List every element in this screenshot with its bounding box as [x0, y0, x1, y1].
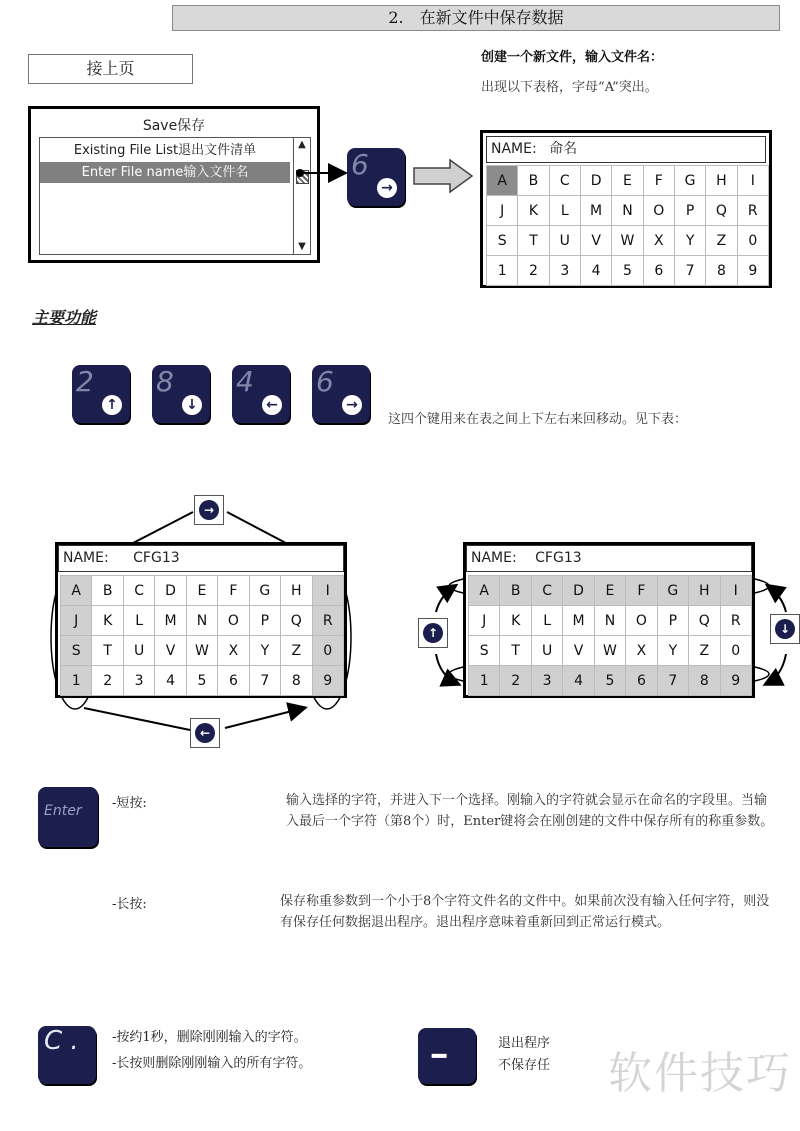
grid-cell[interactable]: H: [706, 166, 737, 196]
grid-cell[interactable]: M: [155, 606, 186, 636]
grid-cell[interactable]: R: [737, 196, 768, 226]
grid-cell[interactable]: 3: [531, 666, 562, 696]
grid-cell[interactable]: I: [312, 576, 344, 606]
grid-cell[interactable]: 8: [281, 666, 312, 696]
grid-cell[interactable]: T: [500, 636, 531, 666]
grid-cell[interactable]: D: [155, 576, 186, 606]
left-key-small: [190, 718, 220, 748]
grid-cell[interactable]: E: [186, 576, 217, 606]
grid-cell[interactable]: Z: [281, 636, 312, 666]
watermark: 软件技巧: [608, 1048, 792, 1099]
arrow-up-icon: ↑: [423, 623, 443, 643]
grid-cell[interactable]: Q: [706, 196, 737, 226]
grid-cell[interactable]: J: [487, 196, 518, 226]
continued-label: 接上页: [28, 54, 193, 84]
key-number: 6: [316, 365, 334, 398]
keyboard-demo-vertical: [463, 542, 755, 698]
grid-cell[interactable]: G: [674, 166, 705, 196]
grid-cell[interactable]: C: [531, 576, 562, 606]
grid-cell[interactable]: S: [487, 226, 518, 256]
grid-cell[interactable]: 7: [674, 256, 705, 286]
key-6-right-main[interactable]: [312, 365, 370, 423]
grid-cell[interactable]: B: [500, 576, 531, 606]
c-key-desc-2: -长按则删除刚刚输入的所有字符。: [112, 1056, 312, 1071]
grid-cell[interactable]: V: [155, 636, 186, 666]
grid-cell[interactable]: 9: [720, 666, 752, 696]
section-title: 2. 在新文件中保存数据: [172, 5, 780, 31]
grid-cell[interactable]: I: [720, 576, 752, 606]
grid-cell[interactable]: Z: [706, 226, 737, 256]
grid-cell[interactable]: D: [563, 576, 594, 606]
grid-cell[interactable]: P: [249, 606, 280, 636]
c-key[interactable]: [38, 1026, 96, 1084]
grid-cell[interactable]: F: [218, 576, 249, 606]
enter-key[interactable]: [38, 787, 98, 847]
grid-cell[interactable]: M: [563, 606, 594, 636]
intro-line-2: 出现以下表格，字母“A”突出。: [481, 80, 658, 95]
arrow-down-icon: ↓: [182, 395, 202, 415]
grid-cell[interactable]: 6: [643, 256, 674, 286]
grid-cell[interactable]: L: [549, 196, 580, 226]
key-8-down[interactable]: [152, 365, 210, 423]
arrow-down-icon: ↓: [775, 619, 795, 639]
grid-cell[interactable]: 5: [594, 666, 625, 696]
grid-cell[interactable]: Y: [249, 636, 280, 666]
grid-cell[interactable]: C: [549, 166, 580, 196]
grid-cell[interactable]: N: [612, 196, 643, 226]
minus-icon: ━: [432, 1042, 447, 1070]
character-grid: [486, 165, 769, 286]
grid-cell[interactable]: H: [281, 576, 312, 606]
grid-cell[interactable]: 0: [312, 636, 344, 666]
right-key-small: [194, 495, 224, 525]
grid-cell[interactable]: E: [612, 166, 643, 196]
name-field[interactable]: [486, 136, 766, 163]
grid-cell[interactable]: X: [643, 226, 674, 256]
grid-cell[interactable]: W: [594, 636, 625, 666]
grid-cell[interactable]: 1: [469, 666, 500, 696]
name-field: [466, 545, 752, 572]
grid-cell[interactable]: 5: [186, 666, 217, 696]
grid-cell[interactable]: H: [689, 576, 720, 606]
character-grid: [468, 575, 752, 696]
grid-cell[interactable]: J: [61, 606, 92, 636]
arrow-right-icon: →: [199, 500, 219, 520]
grid-cell[interactable]: 2: [500, 666, 531, 696]
grid-cell[interactable]: X: [218, 636, 249, 666]
grid-cell[interactable]: Q: [281, 606, 312, 636]
grid-cell[interactable]: G: [249, 576, 280, 606]
name-value: CFG13: [535, 550, 582, 566]
key-2-up[interactable]: [72, 365, 130, 423]
grid-cell[interactable]: P: [674, 196, 705, 226]
grid-cell[interactable]: T: [92, 636, 123, 666]
grid-cell[interactable]: I: [737, 166, 768, 196]
c-key-desc-1: -按约1秒，删除刚刚输入的字符。: [112, 1030, 307, 1045]
scroll-up-icon[interactable]: ▲: [298, 139, 306, 150]
key-number: 4: [236, 365, 254, 398]
arrow-keys-description: 这四个键用来在表之间上下左右来回移动。见下表：: [388, 412, 688, 427]
grid-cell[interactable]: 4: [155, 666, 186, 696]
grid-cell[interactable]: G: [657, 576, 688, 606]
list-item-existing-file[interactable]: Existing File List退出文件清单: [73, 143, 257, 158]
grid-cell[interactable]: 9: [737, 256, 768, 286]
grid-cell[interactable]: O: [643, 196, 674, 226]
keyboard-demo-horizontal: [55, 542, 347, 698]
grid-cell[interactable]: V: [563, 636, 594, 666]
grid-cell[interactable]: 2: [92, 666, 123, 696]
grid-cell[interactable]: 6: [218, 666, 249, 696]
grid-cell[interactable]: 1: [61, 666, 92, 696]
grid-cell[interactable]: 3: [549, 256, 580, 286]
grid-cell[interactable]: Y: [674, 226, 705, 256]
key-number: 8: [156, 365, 174, 398]
name-value: 命名: [549, 141, 578, 157]
grid-cell[interactable]: K: [518, 196, 549, 226]
grid-cell[interactable]: 6: [626, 666, 657, 696]
save-dialog-title: Save保存: [142, 118, 206, 134]
grid-cell[interactable]: 4: [563, 666, 594, 696]
grid-cell[interactable]: U: [549, 226, 580, 256]
grid-cell[interactable]: 8: [706, 256, 737, 286]
grid-cell[interactable]: V: [580, 226, 611, 256]
arrow-left-icon: ←: [195, 723, 215, 743]
grid-cell[interactable]: E: [594, 576, 625, 606]
name-label: NAME:: [471, 550, 517, 566]
grid-cell[interactable]: U: [123, 636, 154, 666]
up-key-small: [418, 618, 448, 648]
grid-cell[interactable]: 8: [689, 666, 720, 696]
grid-cell[interactable]: A: [487, 166, 518, 196]
intro-line-1: 创建一个新文件，输入文件名：: [481, 50, 664, 65]
grid-cell[interactable]: 0: [737, 226, 768, 256]
grid-cell[interactable]: U: [531, 636, 562, 666]
grid-cell[interactable]: F: [626, 576, 657, 606]
name-value: CFG13: [133, 550, 180, 566]
key-number: 2: [76, 365, 94, 398]
grid-cell[interactable]: W: [186, 636, 217, 666]
grid-cell[interactable]: 4: [580, 256, 611, 286]
name-entry-keyboard: [480, 130, 772, 288]
grid-cell[interactable]: 3: [123, 666, 154, 696]
name-label: NAME:: [63, 550, 109, 566]
grid-cell[interactable]: B: [518, 166, 549, 196]
grid-cell[interactable]: K: [500, 606, 531, 636]
arrow-up-icon: ↑: [102, 395, 122, 415]
grid-cell[interactable]: K: [92, 606, 123, 636]
exit-desc-1: 退出程序: [498, 1036, 551, 1051]
grid-cell[interactable]: P: [657, 606, 688, 636]
name-label: NAME:: [491, 141, 537, 157]
list-item-enter-file-name[interactable]: Enter File name输入文件名: [40, 162, 290, 183]
grid-cell[interactable]: M: [580, 196, 611, 226]
grid-cell[interactable]: 7: [657, 666, 688, 696]
c-key-label: C .: [44, 1026, 79, 1056]
grid-cell[interactable]: 0: [720, 636, 752, 666]
grid-cell[interactable]: X: [626, 636, 657, 666]
character-grid: [60, 575, 344, 696]
main-functions-heading: 主要功能: [32, 308, 97, 327]
arrow-right-icon: →: [342, 395, 362, 415]
grid-cell[interactable]: N: [186, 606, 217, 636]
grid-cell[interactable]: O: [218, 606, 249, 636]
grid-cell[interactable]: C: [123, 576, 154, 606]
key-4-left[interactable]: [232, 365, 290, 423]
grid-cell[interactable]: 7: [249, 666, 280, 696]
enter-key-label: Enter: [44, 803, 82, 819]
grid-cell[interactable]: W: [612, 226, 643, 256]
grid-cell[interactable]: R: [720, 606, 752, 636]
short-press-description: 输入选择的字符，并进入下一个选择。刚输入的字符就会显示在命名的字段里。当输入最后一个字符（第8个）时，Enter键将会在刚创建的文件中保存所有的称重参数。: [286, 793, 774, 829]
short-press-label: -短按:: [112, 796, 147, 811]
grid-cell[interactable]: R: [312, 606, 344, 636]
grid-cell[interactable]: 5: [612, 256, 643, 286]
key-6-right[interactable]: [347, 148, 405, 206]
grid-cell[interactable]: J: [469, 606, 500, 636]
grid-cell[interactable]: 1: [487, 256, 518, 286]
grid-cell[interactable]: F: [643, 166, 674, 196]
key-number: 6: [351, 148, 369, 181]
down-key-small: [770, 614, 800, 644]
grid-cell[interactable]: L: [531, 606, 562, 636]
long-press-description: 保存称重参数到一个小于8个字符文件名的文件中。如果前次没有输入任何字符，则没有保存任何数据退出程序。退出程序意味着重新回到正常运行模式。: [280, 894, 770, 930]
name-field: [58, 545, 344, 572]
grid-cell[interactable]: Q: [689, 606, 720, 636]
scroll-down-icon[interactable]: ▼: [298, 241, 306, 252]
grid-cell[interactable]: Z: [689, 636, 720, 666]
grid-cell[interactable]: S: [61, 636, 92, 666]
exit-key[interactable]: [418, 1028, 476, 1084]
grid-cell[interactable]: Y: [657, 636, 688, 666]
long-press-label: -长按:: [112, 897, 147, 912]
grid-cell[interactable]: N: [594, 606, 625, 636]
grid-cell[interactable]: S: [469, 636, 500, 666]
grid-cell[interactable]: T: [518, 226, 549, 256]
grid-cell[interactable]: A: [61, 576, 92, 606]
arrow-right-icon: →: [377, 178, 397, 198]
grid-cell[interactable]: B: [92, 576, 123, 606]
grid-cell[interactable]: A: [469, 576, 500, 606]
grid-cell[interactable]: D: [580, 166, 611, 196]
grid-cell[interactable]: L: [123, 606, 154, 636]
grid-cell[interactable]: 2: [518, 256, 549, 286]
grid-cell[interactable]: O: [626, 606, 657, 636]
grid-cell[interactable]: 9: [312, 666, 344, 696]
exit-desc-2: 不保存任: [498, 1058, 551, 1073]
arrow-left-icon: ←: [262, 395, 282, 415]
